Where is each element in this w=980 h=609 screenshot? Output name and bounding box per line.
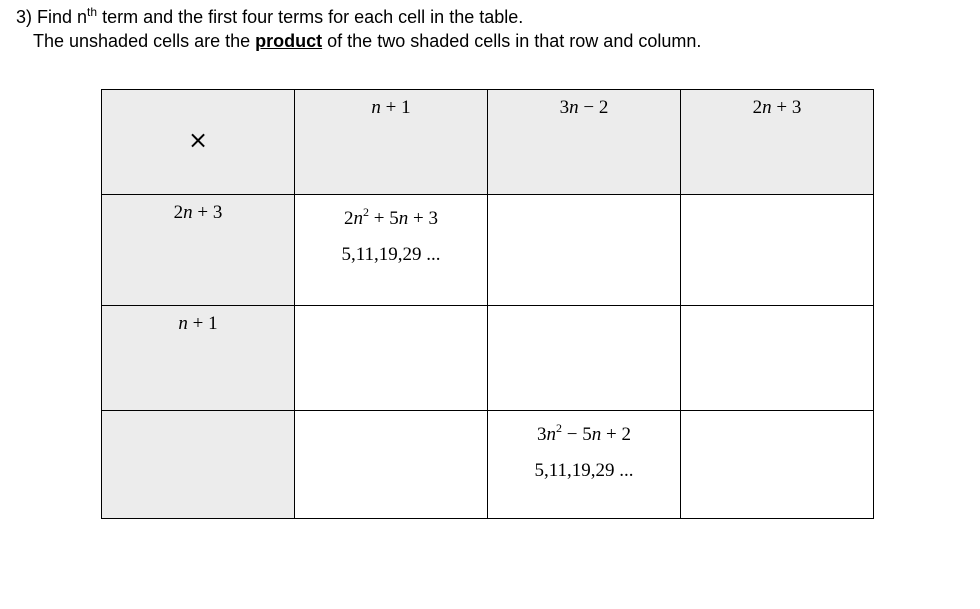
col-header-1 <box>295 90 488 195</box>
col-header-2-expr: 3n − 2 <box>559 97 609 118</box>
question-prefix: 3) Find n <box>16 7 88 27</box>
table-row-1 <box>102 195 874 306</box>
question-suffix: term and the first four terms for each cell in the table. <box>97 7 524 27</box>
cell-r3-c3[interactable] <box>681 411 874 519</box>
col-header-2 <box>488 90 681 195</box>
question-line2-after: of the two shaded cells in that row and column. <box>322 31 702 51</box>
question-line-2 <box>33 30 701 52</box>
cell-r1-c1[interactable] <box>295 195 488 306</box>
cell-r1-c1-expression: $2n^2 + 5n + 3$ <box>344 205 438 229</box>
col-header-3-expr: 2n + 3 <box>752 97 802 118</box>
cell-r3-c2-expression: $3n^2 - 5n + 2$ <box>537 421 631 445</box>
product-grid-table <box>101 89 874 519</box>
question-line-1 <box>16 6 523 28</box>
cell-r1-c3[interactable] <box>681 195 874 306</box>
question-line2-before: The unshaded cells are the <box>33 31 256 51</box>
cell-r1-c1-sequence: 5,11,19,29 ... <box>341 244 441 265</box>
table-row-2 <box>102 306 874 411</box>
cell-r3-c2-sequence: 5,11,19,29 ... <box>534 460 634 481</box>
row-header-2 <box>102 306 295 411</box>
row-header-3 <box>102 411 295 519</box>
cell-r1-c2[interactable] <box>488 195 681 306</box>
cell-r2-c1[interactable] <box>295 306 488 411</box>
col-header-1-expr: n + 1 <box>371 97 411 118</box>
cell-r3-c2[interactable] <box>488 411 681 519</box>
row-header-2-expr: n + 1 <box>178 313 218 334</box>
corner-cell <box>102 90 295 195</box>
cell-r2-c2[interactable] <box>488 306 681 411</box>
multiply-icon: × <box>187 126 209 154</box>
question-bold-word: product <box>255 31 323 51</box>
cell-r3-c1[interactable] <box>295 411 488 519</box>
col-header-3 <box>681 90 874 195</box>
row-header-1-expr: 2n + 3 <box>173 202 223 223</box>
header-row <box>102 90 874 195</box>
question-superscript: th <box>87 5 98 19</box>
row-header-1 <box>102 195 295 306</box>
cell-r2-c3[interactable] <box>681 306 874 411</box>
table-row-3 <box>102 411 874 519</box>
